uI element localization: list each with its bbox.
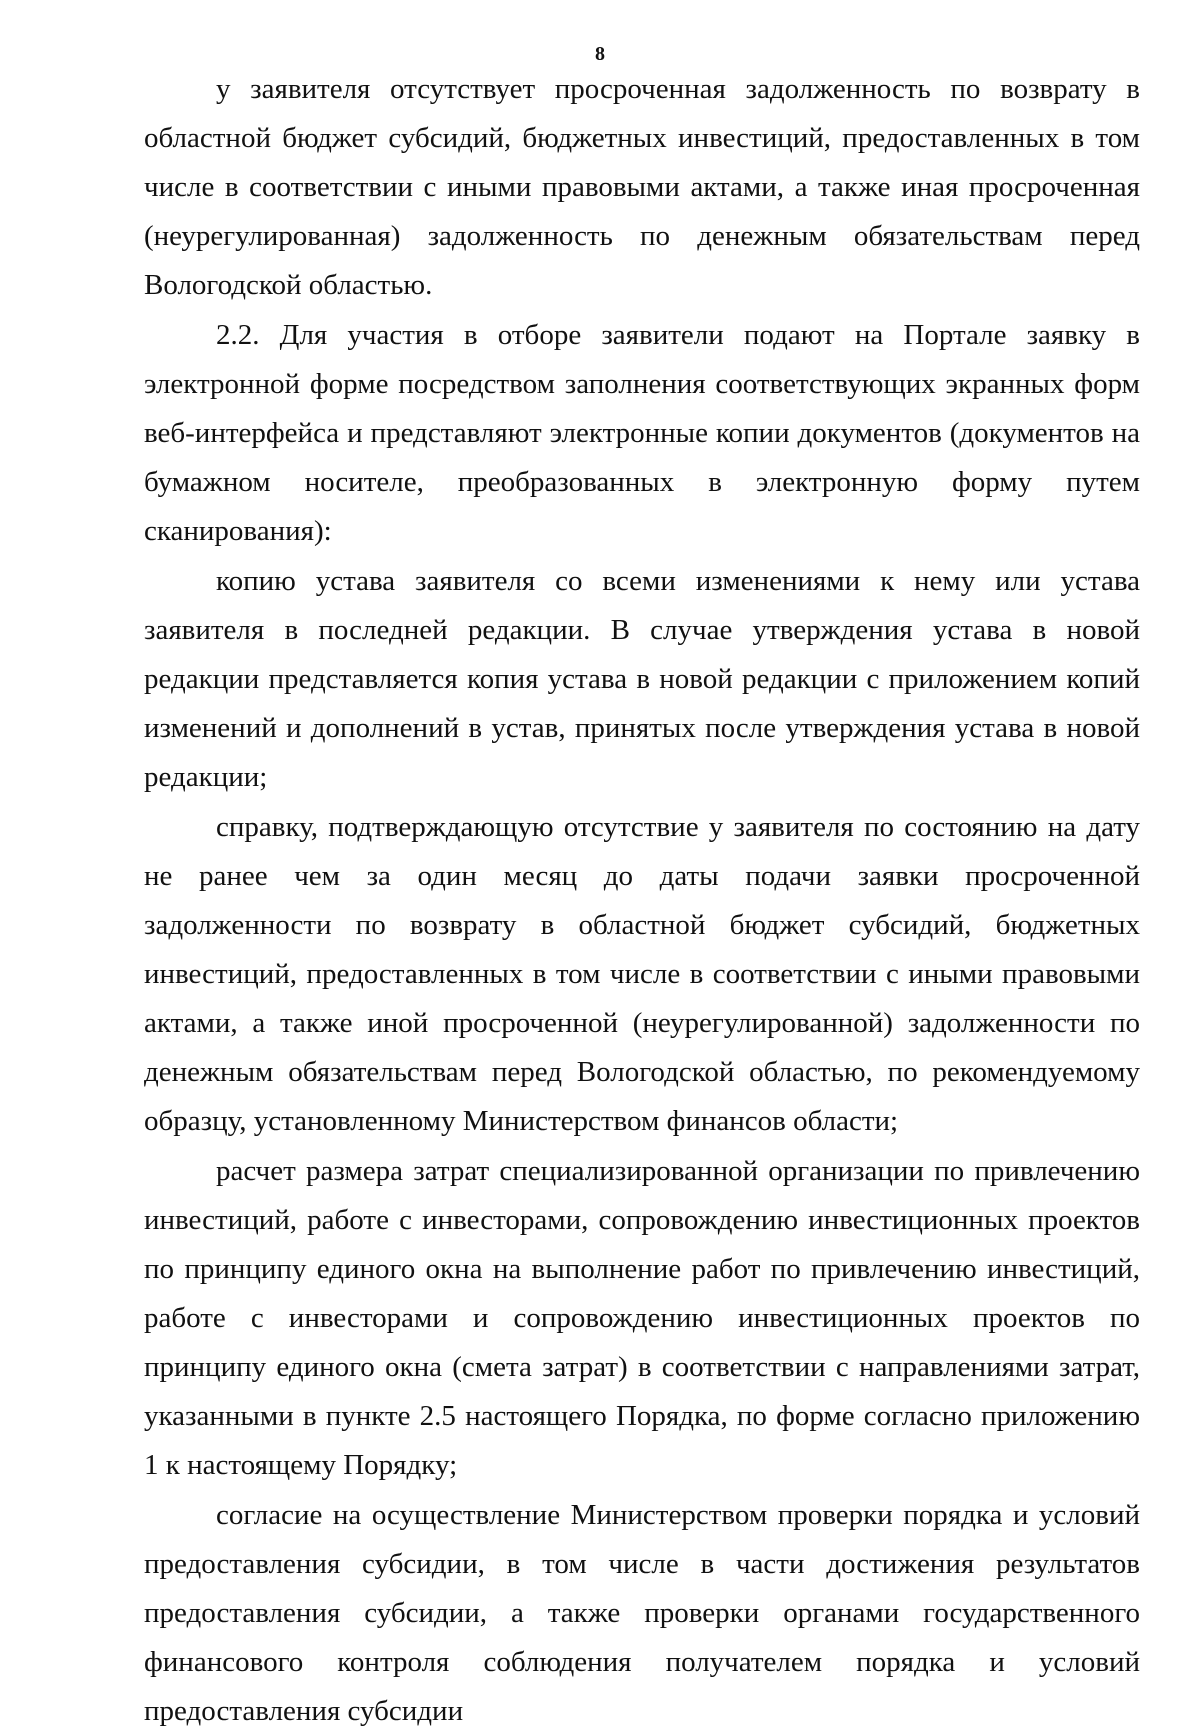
paragraph-consent-to-audit: согласие на осуществление Министерством проверки порядка и условий предоставления субсидии, в том числе в части достижения результатов предоставления субсидии, а также проверки органами государственного финансового контроля соблюдения получателем порядка и условий предоставления субсидии — [144, 1499, 1140, 1727]
paragraph-applicant-no-debt: у заявителя отсутствует просроченная задолженность по возврату в областной бюджет субсидий, бюджетных инвестиций, предоставленных в том числе в соответствии с иными правовыми актами, а также иная просроченная (неурегулированная) задолженность по денежным обязательствам перед Вологодской областью. — [144, 73, 1140, 301]
paragraph-2-2-application: 2.2. Для участия в отборе заявители подают на Портале заявку в электронной форме посредством заполнения соответствующих экранных форм веб-интерфейса и представляют электронные копии документов (документов на бумажном носителе, преобразованных в электронную форму путем сканирования): — [144, 319, 1140, 547]
document-body — [144, 65, 1140, 1736]
paragraph-cost-estimate: расчет размера затрат специализированной организации по привлечению инвестиций, работе с инвесторами, сопровождению инвестиционных проектов по принципу единого окна на выполнение работ по привлечению инвестиций, работе с инвесторами и сопровождению инвестиционных проектов по принципу единого окна (смета затрат) в соответствии с направлениями затрат, указанными в пункте 2.5 настоящего Порядка, по форме согласно приложению 1 к настоящему Порядку; — [144, 1155, 1140, 1481]
page-number: 8 — [595, 43, 605, 65]
paragraph-charter-copy: копию устава заявителя со всеми изменениями к нему или устава заявителя в последней редакции. В случае утверждения устава в новой редакции представляется копия устава в новой редакции с приложением копий изменений и дополнений в устав, принятых после утверждения устава в новой редакции; — [144, 565, 1140, 793]
paragraph-debt-certificate: справку, подтверждающую отсутствие у заявителя по состоянию на дату не ранее чем за один месяц до даты подачи заявки просроченной задолженности по возврату в областной бюджет субсидий, бюджетных инвестиций, предоставленных в том числе в соответствии с иными правовыми актами, а также иной просроченной (неурегулированной) задолженности по денежным обязательствам перед Вологодской областью, по рекомендуемому образцу, установленному Министерством финансов области; — [144, 811, 1140, 1137]
